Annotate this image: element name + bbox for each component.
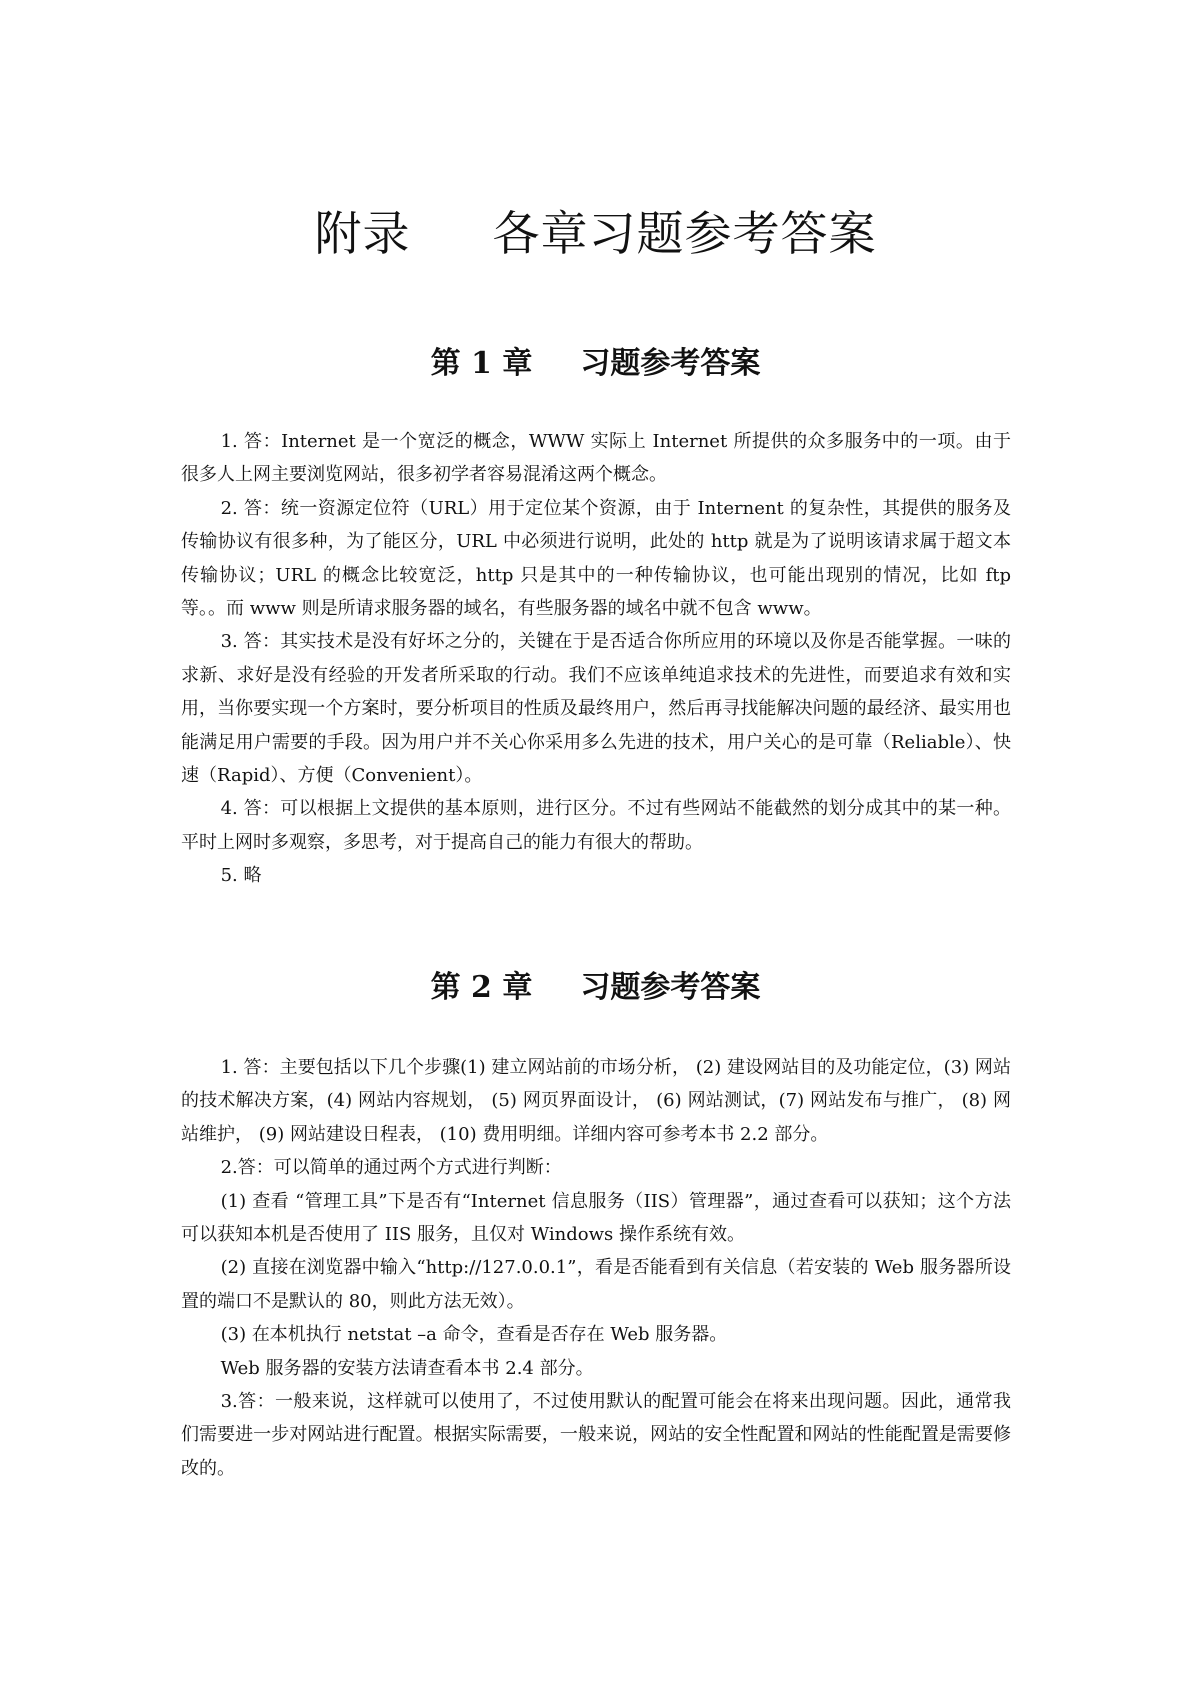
answer-paragraph: 3.答：一般来说，这样就可以使用了，不过使用默认的配置可能会在将来出现问题。因此，通常我们需要进一步对网站进行配置。根据实际需要，一般来说，网站的安全性配置和网站的性能配置是需要修改的。 — [181, 1391, 1011, 1479]
answer-paragraph: 5. 略 — [220, 865, 262, 887]
answer-paragraph: 1. 答：主要包括以下几个步骤(1) 建立网站前的市场分析， (2) 建设网站目的及功能定位，(3) 网站的技术解决方案，(4) 网站内容规划， (5) 网页界面设计， (6) 网站测试，(7) 网站发布与推广， (8) 网站维护， (9) 网站建设日程表， (10) 费用明细。详细内容可参考本书 2.2 部分。 — [181, 1057, 1011, 1145]
chapter-1-answers — [181, 425, 1011, 893]
answer-paragraph: (3) 在本机执行 netstat –a 命令，查看是否存在 Web 服务器。 — [220, 1324, 728, 1346]
chapter-2-answers — [181, 1051, 1011, 1485]
answer-paragraph: 2.答：可以简单的通过两个方式进行判断： — [220, 1157, 562, 1179]
chapter-2-label: 第 2 章 — [430, 970, 533, 1005]
answer-paragraph: (1) 查看 “管理工具”下是否有“Internet 信息服务（IIS）管理器”，通过查看可以获知；这个方法可以获知本机是否使用了 IIS 服务，且仅对 Windows 操作系统有效。 — [181, 1190, 1011, 1246]
chapter-1-label: 第 1 章 — [430, 346, 533, 381]
answer-paragraph: Web 服务器的安装方法请查看本书 2.4 部分。 — [220, 1357, 594, 1379]
answer-paragraph: 4. 答：可以根据上文提供的基本原则，进行区分。不过有些网站不能截然的划分成其中的某一种。平时上网时多观察，多思考，对于提高自己的能力有很大的帮助。 — [181, 798, 1011, 853]
answer-paragraph: (2) 直接在浏览器中输入“http://127.0.0.1”，看是否能看到有关信息（若安装的 Web 服务器所设置的端口不是默认的 80，则此方法无效）。 — [181, 1257, 1011, 1312]
page-title-right: 各章习题参考答案 — [492, 207, 877, 262]
chapter-1-heading: 习题参考答案 — [580, 346, 761, 381]
page-title-left: 附录 — [314, 207, 411, 262]
chapter-2-title — [0, 968, 1191, 1008]
answer-paragraph: 3. 答：其实技术是没有好坏之分的，关键在于是否适合你所应用的环境以及你是否能掌握。一味的求新、求好是没有经验的开发者所采取的行动。我们不应该单纯追求技术的先进性，而要追求有效和实用，当你要实现一个方案时，要分析项目的性质及最终用户，然后再寻找能解决问题的最经济、最实用也能满足用户需要的手段。因为用户并不关心你采用多么先进的技术，用户关心的是可靠（Reliable）、快速（Rapid）、方便（Convenient）。 — [181, 631, 1011, 787]
chapter-2-heading: 习题参考答案 — [580, 970, 761, 1005]
answer-paragraph: 2. 答：统一资源定位符（URL）用于定位某个资源，由于 Internent 的复杂性，其提供的服务及传输协议有很多种，为了能区分，URL 中必须进行说明，此处的 http 就是为了说明该请求属于超文本传输协议；URL 的概念比较宽泛，http 只是其中的一种传输协议，也可能出现别的情况，比如 ftp 等。。而 www 则是所请求服务器的域名，有些服务器的域名中就不包含 www。 — [181, 497, 1011, 620]
page-title — [0, 205, 1191, 265]
chapter-1-title — [0, 344, 1191, 384]
answer-paragraph: 1. 答：Internet 是一个宽泛的概念，WWW 实际上 Internet 所提供的众多服务中的一项。由于很多人上网主要浏览网站，很多初学者容易混淆这两个概念。 — [181, 431, 1011, 486]
